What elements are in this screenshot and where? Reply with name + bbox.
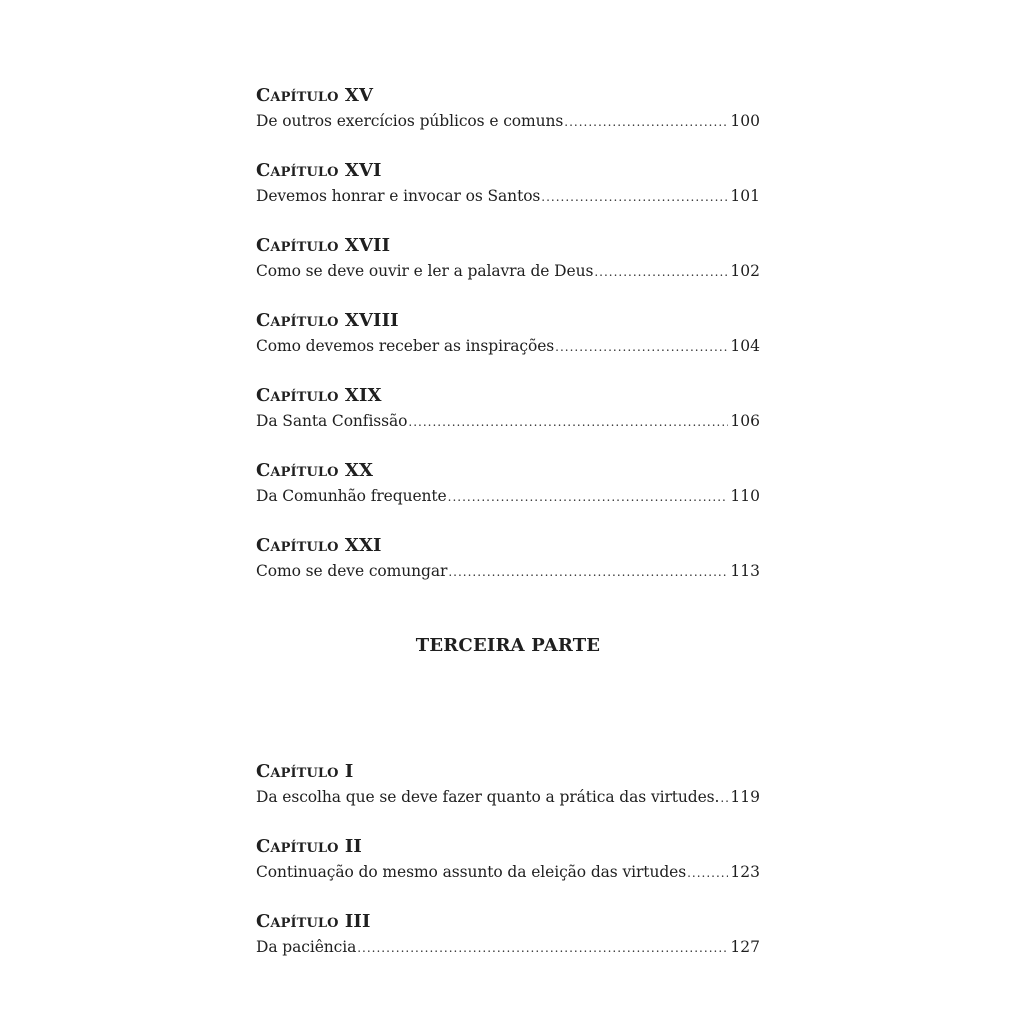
toc-entry-chapter-xix — [256, 384, 760, 459]
chapter-heading: Capítulo I — [256, 761, 354, 782]
toc-entry-chapter-xvii — [256, 234, 760, 309]
toc-line — [256, 183, 760, 210]
page-number: 104 — [730, 337, 760, 355]
toc-line — [256, 558, 760, 585]
chapter-heading: Capítulo XXI — [256, 535, 382, 556]
table-of-contents — [256, 84, 760, 985]
chapter-heading: Capítulo III — [256, 911, 371, 932]
toc-line — [256, 333, 760, 360]
chapter-title: Como devemos receber as inspirações — [256, 337, 555, 355]
chapter-title: Como se deve ouvir e ler a palavra de Deus — [256, 262, 594, 280]
toc-line — [256, 483, 760, 510]
toc-entry-chapter-xviii — [256, 309, 760, 384]
dot-leader — [564, 109, 728, 135]
dot-leader — [720, 785, 728, 811]
page-number: 106 — [730, 412, 760, 430]
dot-leader — [357, 935, 728, 961]
dot-leader — [541, 184, 728, 210]
page-number: 101 — [730, 187, 760, 205]
part-heading: TERCEIRA PARTE — [415, 635, 601, 656]
toc-entry-chapter-iii — [256, 910, 760, 985]
chapter-heading: Capítulo XIX — [256, 385, 382, 406]
dot-leader — [555, 334, 728, 360]
toc-entry-chapter-xx — [256, 459, 760, 534]
chapter-heading: Capítulo XX — [256, 460, 374, 481]
chapter-title: Da escolha que se deve fazer quanto a prática das virtudes. — [256, 788, 720, 806]
toc-line — [256, 258, 760, 285]
chapter-title: Continuação do mesmo assunto da eleição das virtudes — [256, 863, 687, 881]
toc-line — [256, 859, 760, 886]
toc-line — [256, 108, 760, 135]
toc-entry-chapter-i — [256, 760, 760, 835]
chapter-title: Como se deve comungar — [256, 562, 448, 580]
page-number: 100 — [730, 112, 760, 130]
toc-entry-chapter-xxi — [256, 534, 760, 609]
toc-entry-chapter-xv — [256, 84, 760, 159]
page-number: 102 — [730, 262, 760, 280]
chapter-heading: Capítulo XVIII — [256, 310, 399, 331]
page-number: 119 — [730, 788, 760, 806]
chapter-title: De outros exercícios públicos e comuns — [256, 112, 564, 130]
toc-line — [256, 784, 760, 811]
chapter-title: Devemos honrar e invocar os Santos — [256, 187, 541, 205]
dot-leader — [448, 484, 729, 510]
dot-leader — [687, 860, 728, 886]
toc-entry-chapter-ii — [256, 835, 760, 910]
dot-leader — [448, 559, 728, 585]
chapter-heading: Capítulo XV — [256, 85, 374, 106]
toc-line — [256, 934, 760, 961]
toc-line — [256, 408, 760, 435]
dot-leader — [408, 409, 728, 435]
chapter-title: Da Santa Confissão — [256, 412, 408, 430]
dot-leader — [594, 259, 728, 285]
page-number: 113 — [730, 562, 760, 580]
chapter-title: Da Comunhão frequente — [256, 487, 447, 505]
page-number: 110 — [730, 487, 760, 505]
chapter-heading: Capítulo XVI — [256, 160, 382, 181]
chapter-heading: Capítulo II — [256, 836, 362, 857]
chapter-title: Da paciência — [256, 938, 357, 956]
chapter-heading: Capítulo XVII — [256, 235, 391, 256]
page-number: 127 — [730, 938, 760, 956]
page-number: 123 — [730, 863, 760, 881]
toc-entry-chapter-xvi — [256, 159, 760, 234]
